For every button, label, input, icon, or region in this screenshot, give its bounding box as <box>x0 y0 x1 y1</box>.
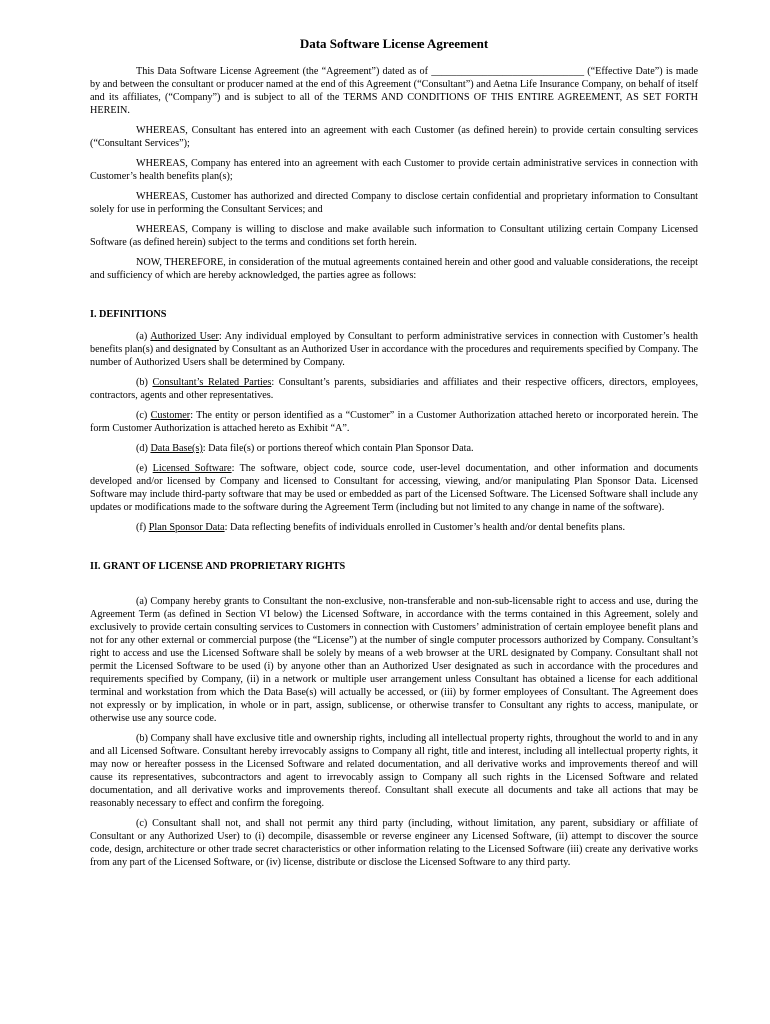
section-heading-definitions: I. DEFINITIONS <box>90 309 167 320</box>
definition-term: Plan Sponsor Data <box>148 522 225 533</box>
definition-term: Authorized User <box>150 331 219 342</box>
definition-text: : Data file(s) or portions thereof which contain Plan Sponsor Data. <box>202 443 474 454</box>
definition-term: Licensed Software <box>152 463 232 474</box>
definition-text: : The software, object code, source code, user-level documentation, and other information and documents developed and/or licensed by Company and licensed to Consultant for accessing, viewing, and/or manipulating Plan Sponsor Data. Licensed Software may include third-party software that may be used or embedded as part of the Licensed Software. The Licensed Software shall include any updates or modifications made to the software during the Agreement Term (including but not limited to any change in name of the software). <box>90 463 698 513</box>
definition-text: : Any individual employed by Consultant to perform administrative services in connection with Customer’s health benefits plan(s) and designated by Consultant as an Authorized User in accordance with the procedures and requirements specified by Company. The number of Authorized Users shall be determined by Company. <box>90 331 699 368</box>
definition-related-parties <box>90 376 698 402</box>
definition-plan-sponsor-data <box>90 521 698 534</box>
intro-paragraph: This Data Software License Agreement (the “Agreement”) dated as of ______________________________ (“Effective Date”) is made by and between the consultant or producer named at the end of this Agreement (“Consultant”) and Aetna Life Insurance Company, on behalf of itself and its affiliates, (“Company”) and is subject to all of the TERMS AND CONDITIONS OF THIS ENTIRE AGREEMENT, AS SET FORTH HEREIN. <box>90 66 698 116</box>
definition-term: Consultant’s Related Parties <box>152 377 272 388</box>
definition-text: : Consultant’s parents, subsidiaries and affiliates and their respective officers, directors, employees, contractors, agents and other representatives. <box>90 377 698 401</box>
definition-data-bases <box>90 442 698 455</box>
definition-label: (d) <box>136 443 148 454</box>
definition-term: Customer <box>150 410 191 421</box>
definition-label: (f) <box>136 522 147 533</box>
definition-label: (e) <box>136 463 148 474</box>
definition-text: : Data reflecting benefits of individuals enrolled in Customer’s health and/or dental benefits plans. <box>224 522 625 533</box>
definition-customer <box>90 409 698 435</box>
section-heading-grant-of-license: II. GRANT OF LICENSE AND PROPRIETARY RIGHTS <box>90 561 346 572</box>
definition-licensed-software <box>90 462 698 514</box>
now-therefore-paragraph: NOW, THEREFORE, in consideration of the mutual agreements contained herein and other good and valuable considerations, the receipt and sufficiency of which are hereby acknowledged, the parties agree as follows: <box>90 257 698 281</box>
document-page <box>90 30 698 876</box>
recital-paragraph: WHEREAS, Consultant has entered into an agreement with each Customer (as defined herein) to provide certain consulting services (“Consultant Services”); <box>90 125 698 149</box>
license-paragraph-c: (c) Consultant shall not, and shall not permit any third party (including, without limitation, any parent, subsidiary or affiliate of Consultant or any Authorized User) to (i) decompile, disassemble or reverse engineer any Licensed Software, (ii) attempt to discover the source code, design, architecture or other trade secret characteristics or other information relating to the Licensed Software (iii) create any derivative works from any part of the Licensed Software, or (iv) license, distribute or disclose the Licensed Software to any third party. <box>90 818 698 868</box>
recital-paragraph: WHEREAS, Company is willing to disclose and make available such information to Consultant utilizing certain Company Licensed Software (as defined herein) subject to the terms and conditions set forth herein. <box>90 224 698 248</box>
document-title: Data Software License Agreement <box>299 36 489 51</box>
definition-label: (b) <box>136 377 148 388</box>
definition-authorized-user <box>90 330 698 369</box>
definition-label: (a) <box>136 331 148 342</box>
recital-paragraph: WHEREAS, Customer has authorized and directed Company to disclose certain confidential and proprietary information to Consultant solely for use in performing the Consultant Services; and <box>90 191 698 215</box>
definition-label: (c) <box>136 410 148 421</box>
license-paragraph-a: (a) Company hereby grants to Consultant the non-exclusive, non-transferable and non-sub-licensable right to access and use, during the Agreement Term (as defined in Section VI below) the Licensed Software, in accordance with the terms contained in this Agreement, solely and exclusively to provide certain consulting services to Customers in connection with Customers’ administration of certain employee benefit plans and not for any other external or commercial purpose (the “License”) at the number of single computer processors authorized by Company. Consultant’s right to access and use the Licensed Software shall be solely by means of a web browser at the URL designated by Company. Consultant shall not permit the Licensed Software to be used (i) by anyone other than an Authorized User designated as such in accordance with the procedures and requirements specified by Company, (ii) in a network or multiple user arrangement unless Consultant has obtained a license for each additional terminal and workstation from which the Data Base(s) will actually be accessed, or (iii) by former employees of Consultant. The Agreement does not expressly or by implication, in whole or in part, assign, sublicense, or otherwise transfer to Consultant any rights to access, manipulate, or otherwise use any source code. <box>90 596 698 724</box>
definition-text: : The entity or person identified as a “Customer” in a Customer Authorization attached hereto or incorporated herein. The form Customer Authorization is attached hereto as Exhibit “A”. <box>90 410 698 434</box>
license-paragraph-b: (b) Company shall have exclusive title and ownership rights, including all intellectual property rights, throughout the world to and in any and all Licensed Software. Consultant hereby irrevocably assigns to Company all right, title and interest, including all intellectual property rights, it may now or hereafter possess in the Licensed Software and related documentation, and all derivative works and improvements thereof and will cause its representatives, subcontractors and agent to irrevocably assign to Company all such rights in the Licensed Software and related documentation, and all derivative works and improvements thereof. Consultant shall execute all documents and take all actions that may be reasonably necessary to effect and confirm the foregoing. <box>90 733 698 809</box>
definition-term: Data Base(s) <box>150 443 203 454</box>
recital-paragraph: WHEREAS, Company has entered into an agreement with each Customer to provide certain administrative services in connection with Customer’s health benefits plan(s); <box>90 158 698 182</box>
